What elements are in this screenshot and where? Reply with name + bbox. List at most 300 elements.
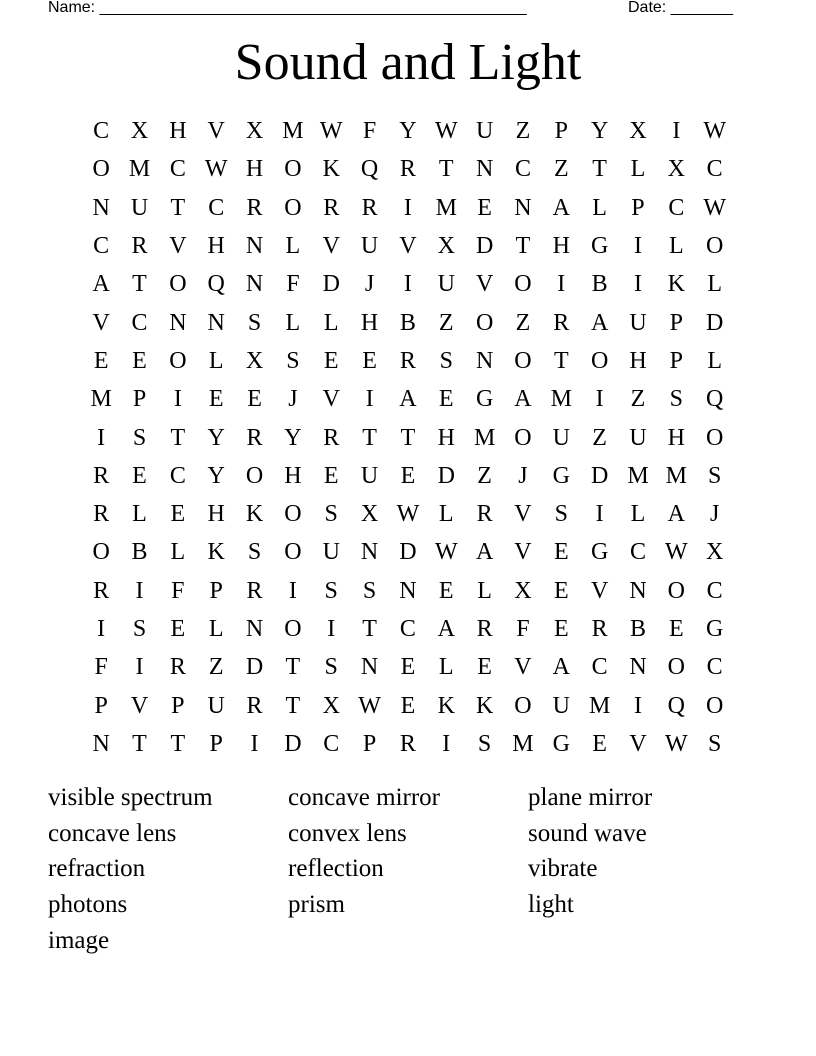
grid-letter[interactable]: L: [707, 271, 722, 298]
grid-letter[interactable]: D: [590, 462, 609, 489]
grid-letter[interactable]: O: [706, 233, 724, 260]
grid-letter[interactable]: K: [475, 692, 494, 719]
grid-letter[interactable]: V: [130, 692, 149, 719]
grid-letter[interactable]: L: [477, 577, 492, 604]
grid-letter[interactable]: A: [92, 271, 110, 298]
grid-letter[interactable]: T: [515, 233, 531, 260]
grid-letter[interactable]: N: [92, 730, 110, 757]
grid-letter[interactable]: A: [514, 386, 532, 413]
grid-letter[interactable]: U: [322, 539, 340, 566]
grid-letter[interactable]: N: [245, 616, 264, 642]
grid-letter[interactable]: A: [590, 309, 609, 336]
grid-letter[interactable]: D: [284, 730, 302, 757]
grid-letter[interactable]: Y: [207, 424, 225, 451]
grid-letter[interactable]: E: [553, 539, 569, 566]
grid-letter[interactable]: Y: [590, 118, 609, 145]
grid-letter[interactable]: L: [170, 539, 186, 566]
grid-letter[interactable]: V: [399, 233, 417, 260]
grid-letter[interactable]: T: [362, 424, 377, 451]
grid-letter[interactable]: R: [246, 424, 263, 451]
grid-letter[interactable]: U: [475, 118, 494, 145]
grid-letter[interactable]: H: [245, 156, 264, 183]
grid-letter[interactable]: P: [631, 194, 645, 221]
grid-letter[interactable]: T: [285, 692, 301, 719]
grid-letter[interactable]: V: [92, 309, 110, 336]
grid-letter[interactable]: J: [288, 386, 298, 413]
grid-letter[interactable]: S: [247, 539, 262, 566]
grid-letter[interactable]: V: [169, 233, 187, 260]
grid-letter[interactable]: V: [629, 730, 647, 757]
grid-letter[interactable]: N: [360, 539, 379, 566]
grid-letter[interactable]: E: [132, 347, 147, 374]
grid-letter[interactable]: Z: [553, 156, 569, 183]
grid-letter[interactable]: H: [284, 462, 302, 489]
grid-letter[interactable]: O: [667, 577, 685, 604]
grid-letter[interactable]: L: [707, 347, 722, 374]
grid-letter[interactable]: H: [207, 233, 225, 260]
grid-letter[interactable]: S: [324, 577, 338, 604]
grid-letter[interactable]: K: [667, 271, 685, 298]
grid-letter[interactable]: R: [93, 462, 110, 489]
grid-letter[interactable]: C: [668, 194, 685, 221]
grid-letter[interactable]: C: [629, 539, 646, 566]
grid-letter[interactable]: S: [707, 730, 722, 757]
grid-letter[interactable]: Y: [399, 118, 417, 145]
grid-letter[interactable]: Z: [515, 118, 531, 145]
grid-letter[interactable]: P: [171, 692, 185, 719]
grid-letter[interactable]: R: [476, 616, 493, 642]
grid-letter[interactable]: O: [92, 539, 110, 566]
grid-letter[interactable]: X: [360, 501, 379, 528]
grid-letter[interactable]: P: [669, 309, 683, 336]
grid-row: [82, 265, 734, 303]
grid-letter[interactable]: V: [322, 233, 340, 260]
grid-letter[interactable]: N: [514, 194, 532, 221]
grid-letter[interactable]: H: [207, 501, 225, 528]
grid-letter[interactable]: H: [667, 424, 685, 451]
grid-letter[interactable]: H: [169, 118, 187, 145]
grid-letter[interactable]: N: [245, 271, 264, 298]
grid-letter[interactable]: R: [93, 577, 110, 604]
grid-letter[interactable]: W: [358, 692, 381, 719]
grid-letter[interactable]: T: [362, 616, 377, 642]
grid-letter[interactable]: J: [518, 462, 528, 489]
grid-letter[interactable]: S: [324, 654, 338, 681]
grid-letter[interactable]: A: [552, 654, 570, 681]
grid-letter[interactable]: T: [170, 194, 186, 221]
grid-letter[interactable]: T: [592, 156, 607, 183]
grid-letter[interactable]: Z: [438, 309, 454, 336]
grid-letter[interactable]: X: [245, 118, 264, 145]
grid-letter[interactable]: N: [475, 347, 494, 374]
grid-letter[interactable]: S: [439, 347, 453, 374]
grid-letter[interactable]: E: [553, 577, 569, 604]
word-list-item: convex lens: [288, 819, 407, 847]
grid-letter[interactable]: S: [554, 501, 568, 528]
grid-letter[interactable]: R: [246, 194, 263, 221]
grid-letter[interactable]: U: [552, 424, 570, 451]
grid-row: [82, 572, 734, 610]
grid-letter[interactable]: X: [437, 233, 455, 260]
grid-letter[interactable]: E: [170, 501, 186, 528]
grid-letter[interactable]: X: [245, 347, 264, 374]
grid-letter[interactable]: H: [437, 424, 455, 451]
grid-letter[interactable]: W: [665, 730, 688, 757]
grid-letter[interactable]: A: [399, 386, 417, 413]
grid-letter[interactable]: R: [169, 654, 186, 681]
grid-letter[interactable]: I: [97, 616, 106, 642]
grid-letter[interactable]: E: [323, 347, 339, 374]
grid-letter[interactable]: E: [170, 616, 186, 642]
grid-letter[interactable]: D: [245, 654, 264, 681]
grid-letter[interactable]: E: [592, 730, 607, 757]
grid-letter[interactable]: T: [170, 730, 186, 757]
grid-letter[interactable]: N: [169, 309, 187, 336]
grid-letter[interactable]: T: [132, 271, 147, 298]
grid-letter[interactable]: F: [94, 654, 108, 681]
grid-letter[interactable]: O: [284, 194, 302, 221]
grid-letter[interactable]: U: [130, 194, 149, 221]
grid-letter[interactable]: M: [435, 194, 457, 221]
grid-letter[interactable]: C: [169, 156, 186, 183]
grid-letter[interactable]: P: [209, 730, 223, 757]
grid-letter[interactable]: T: [400, 424, 416, 451]
grid-letter[interactable]: B: [131, 539, 148, 566]
grid-letter[interactable]: W: [204, 156, 228, 183]
grid-letter[interactable]: E: [247, 386, 262, 413]
grid-letter[interactable]: O: [284, 501, 302, 528]
grid-letter[interactable]: O: [169, 271, 187, 298]
grid-letter[interactable]: O: [475, 309, 494, 336]
grid-letter[interactable]: H: [552, 233, 570, 260]
grid-letter[interactable]: K: [245, 501, 264, 528]
grid-letter[interactable]: V: [514, 501, 532, 528]
grid-letter[interactable]: J: [364, 271, 375, 298]
grid-letter[interactable]: E: [93, 347, 109, 374]
grid-letter[interactable]: C: [93, 233, 110, 260]
grid-letter[interactable]: C: [706, 654, 723, 681]
grid-letter[interactable]: C: [208, 194, 225, 221]
grid-letter[interactable]: R: [361, 194, 378, 221]
grid-letter[interactable]: X: [706, 539, 724, 566]
grid-letter[interactable]: K: [322, 156, 340, 183]
grid-letter[interactable]: F: [516, 616, 530, 642]
grid-letter[interactable]: E: [362, 347, 377, 374]
grid-letter[interactable]: G: [552, 462, 570, 489]
grid-letter[interactable]: D: [322, 271, 340, 298]
grid-letter[interactable]: H: [360, 309, 379, 336]
grid-letter[interactable]: U: [437, 271, 455, 298]
grid-letter[interactable]: O: [245, 462, 264, 489]
grid-letter[interactable]: O: [92, 156, 110, 183]
grid-letter[interactable]: Z: [630, 386, 646, 413]
grid-letter[interactable]: Z: [515, 309, 531, 336]
grid-letter[interactable]: Y: [207, 462, 225, 489]
grid-letter[interactable]: O: [284, 616, 302, 642]
grid-letter[interactable]: I: [633, 692, 642, 719]
grid-letter[interactable]: L: [132, 501, 147, 528]
grid-letter[interactable]: O: [284, 156, 302, 183]
grid-letter[interactable]: W: [665, 539, 688, 566]
grid-letter[interactable]: V: [514, 539, 532, 566]
grid-letter[interactable]: R: [553, 309, 570, 336]
grid-letter[interactable]: A: [475, 539, 494, 566]
grid-letter[interactable]: L: [285, 233, 301, 260]
grid-letter[interactable]: P: [209, 577, 223, 604]
grid-letter[interactable]: Q: [667, 692, 685, 719]
grid-letter[interactable]: R: [476, 501, 493, 528]
grid-letter[interactable]: I: [403, 271, 412, 298]
grid-letter[interactable]: L: [323, 309, 339, 336]
grid-letter[interactable]: D: [706, 309, 724, 336]
grid-letter[interactable]: F: [362, 118, 377, 145]
grid-letter[interactable]: I: [403, 194, 412, 221]
grid-row: [82, 495, 734, 533]
grid-letter[interactable]: C: [169, 462, 186, 489]
grid-letter[interactable]: I: [672, 118, 681, 145]
grid-row: [82, 150, 734, 188]
grid-letter[interactable]: C: [706, 577, 723, 604]
grid-letter[interactable]: M: [627, 462, 649, 489]
grid-letter[interactable]: N: [475, 156, 494, 183]
grid-letter[interactable]: I: [135, 577, 144, 604]
grid-letter[interactable]: I: [250, 730, 259, 757]
grid-letter[interactable]: S: [132, 424, 147, 451]
grid-letter[interactable]: Y: [284, 424, 302, 451]
grid-letter[interactable]: N: [245, 233, 264, 260]
grid-letter[interactable]: G: [706, 616, 724, 642]
grid-letter[interactable]: C: [514, 156, 531, 183]
grid-letter[interactable]: R: [399, 347, 416, 374]
grid-letter[interactable]: R: [591, 616, 608, 642]
grid-letter[interactable]: W: [703, 118, 726, 145]
grid-letter[interactable]: U: [360, 462, 379, 489]
grid-letter[interactable]: W: [434, 539, 458, 566]
grid-row: [82, 457, 734, 495]
grid-letter[interactable]: P: [362, 730, 377, 757]
grid-letter[interactable]: N: [399, 577, 417, 604]
grid-letter[interactable]: I: [288, 577, 297, 604]
grid-letter[interactable]: B: [399, 309, 416, 336]
grid-letter[interactable]: P: [132, 386, 147, 413]
grid-letter[interactable]: I: [173, 386, 182, 413]
grid-letter[interactable]: O: [514, 424, 532, 451]
grid-letter[interactable]: O: [514, 347, 532, 374]
grid-letter[interactable]: C: [706, 156, 723, 183]
grid-letter[interactable]: T: [132, 730, 147, 757]
grid-letter[interactable]: E: [477, 194, 492, 221]
grid-letter[interactable]: M: [588, 692, 611, 719]
grid-letter[interactable]: Z: [592, 424, 607, 451]
grid-letter[interactable]: X: [667, 156, 685, 183]
grid-letter[interactable]: Q: [360, 156, 379, 183]
grid-letter[interactable]: L: [592, 194, 607, 221]
grid-row: [82, 303, 734, 341]
grid-letter[interactable]: C: [131, 309, 148, 336]
grid-letter[interactable]: S: [669, 386, 683, 413]
grid-letter[interactable]: R: [323, 424, 340, 451]
grid-letter[interactable]: V: [514, 654, 532, 681]
grid-letter[interactable]: D: [399, 539, 417, 566]
grid-letter[interactable]: T: [285, 654, 301, 681]
grid-letter[interactable]: S: [247, 309, 262, 336]
grid-letter[interactable]: I: [633, 233, 642, 260]
grid-letter[interactable]: S: [707, 462, 722, 489]
grid-letter[interactable]: C: [591, 654, 608, 681]
grid-letter[interactable]: K: [437, 692, 455, 719]
grid-letter[interactable]: O: [514, 692, 532, 719]
grid-letter[interactable]: M: [512, 730, 534, 757]
grid-letter[interactable]: E: [438, 577, 454, 604]
grid-letter[interactable]: Z: [477, 462, 492, 489]
grid-letter[interactable]: H: [629, 347, 647, 374]
grid-letter[interactable]: R: [246, 577, 263, 604]
grid-letter[interactable]: D: [475, 233, 494, 260]
grid-letter[interactable]: L: [438, 501, 454, 528]
grid-letter[interactable]: A: [552, 194, 570, 221]
grid-letter[interactable]: M: [665, 462, 687, 489]
grid-letter[interactable]: L: [438, 654, 454, 681]
grid-letter[interactable]: L: [285, 309, 301, 336]
grid-letter[interactable]: F: [171, 577, 185, 604]
grid-letter[interactable]: P: [669, 347, 683, 374]
grid-letter[interactable]: T: [438, 156, 454, 183]
grid-letter[interactable]: I: [442, 730, 451, 757]
grid-letter[interactable]: C: [93, 118, 110, 145]
grid-row: [82, 227, 734, 265]
grid-letter[interactable]: V: [590, 577, 609, 604]
grid-letter[interactable]: I: [365, 386, 374, 413]
grid-letter[interactable]: I: [97, 424, 106, 451]
grid-letter[interactable]: R: [246, 692, 263, 719]
grid-letter[interactable]: B: [591, 271, 608, 298]
grid-letter[interactable]: E: [400, 692, 416, 719]
grid-letter[interactable]: R: [323, 194, 340, 221]
grid-letter[interactable]: I: [135, 654, 144, 681]
grid-letter[interactable]: X: [629, 118, 647, 145]
grid-letter[interactable]: E: [668, 616, 684, 642]
grid-letter[interactable]: U: [360, 233, 379, 260]
grid-letter[interactable]: G: [590, 539, 609, 566]
grid-letter[interactable]: Z: [208, 654, 224, 681]
grid-letter[interactable]: F: [286, 271, 300, 298]
grid-letter[interactable]: B: [629, 616, 646, 642]
grid-letter[interactable]: C: [323, 730, 340, 757]
grid-letter[interactable]: W: [434, 118, 458, 145]
grid-letter[interactable]: L: [630, 501, 646, 528]
grid-letter[interactable]: X: [322, 692, 340, 719]
grid-row: [82, 725, 734, 763]
grid-letter[interactable]: C: [399, 616, 416, 642]
grid-letter[interactable]: X: [514, 577, 532, 604]
grid-letter[interactable]: P: [554, 118, 568, 145]
grid-letter[interactable]: N: [629, 577, 647, 604]
letter-grid: [82, 112, 734, 763]
grid-letter[interactable]: R: [131, 233, 148, 260]
grid-letter[interactable]: K: [207, 539, 225, 566]
grid-letter[interactable]: U: [552, 692, 570, 719]
grid-letter[interactable]: N: [360, 654, 379, 681]
grid-letter[interactable]: I: [633, 271, 642, 298]
grid-letter[interactable]: E: [438, 386, 454, 413]
grid-letter[interactable]: M: [550, 386, 572, 413]
grid-letter[interactable]: I: [327, 616, 336, 642]
grid-letter[interactable]: E: [477, 654, 492, 681]
grid-letter[interactable]: O: [590, 347, 609, 374]
grid-letter[interactable]: W: [703, 194, 726, 221]
grid-letter[interactable]: E: [553, 616, 569, 642]
grid-letter[interactable]: E: [208, 386, 224, 413]
grid-letter[interactable]: M: [90, 386, 112, 413]
grid-letter[interactable]: I: [595, 501, 604, 528]
grid-letter[interactable]: S: [477, 730, 492, 757]
grid-letter[interactable]: L: [668, 233, 684, 260]
grid-letter[interactable]: V: [475, 271, 494, 298]
grid-letter[interactable]: U: [207, 692, 225, 719]
grid-letter[interactable]: I: [595, 386, 604, 413]
grid-letter[interactable]: O: [706, 424, 724, 451]
grid-letter[interactable]: E: [323, 462, 339, 489]
grid-letter[interactable]: P: [94, 692, 108, 719]
grid-letter[interactable]: S: [362, 577, 377, 604]
grid-letter[interactable]: J: [710, 501, 720, 528]
grid-letter[interactable]: A: [437, 616, 455, 642]
grid-letter[interactable]: L: [208, 347, 224, 374]
grid-row: [82, 112, 734, 150]
grid-letter[interactable]: O: [169, 347, 187, 374]
grid-letter[interactable]: Q: [706, 386, 724, 413]
grid-letter[interactable]: G: [552, 730, 570, 757]
grid-letter[interactable]: N: [629, 654, 647, 681]
grid-letter[interactable]: N: [92, 194, 110, 221]
grid-letter[interactable]: Q: [207, 271, 225, 298]
grid-letter[interactable]: O: [514, 271, 532, 298]
grid-letter[interactable]: E: [400, 462, 416, 489]
grid-letter[interactable]: G: [590, 233, 609, 260]
grid-letter[interactable]: W: [396, 501, 420, 528]
grid-letter[interactable]: O: [667, 654, 685, 681]
grid-letter[interactable]: M: [473, 424, 496, 451]
grid-letter[interactable]: O: [706, 692, 724, 719]
grid-letter[interactable]: V: [207, 118, 225, 145]
grid-letter[interactable]: R: [399, 156, 416, 183]
grid-letter[interactable]: W: [319, 118, 343, 145]
grid-letter[interactable]: U: [629, 309, 647, 336]
grid-letter[interactable]: A: [667, 501, 685, 528]
grid-letter[interactable]: N: [207, 309, 225, 336]
grid-letter[interactable]: R: [93, 501, 110, 528]
grid-letter[interactable]: O: [284, 539, 302, 566]
grid-letter[interactable]: M: [128, 156, 151, 183]
grid-letter[interactable]: S: [324, 501, 338, 528]
grid-letter[interactable]: S: [286, 347, 300, 374]
grid-letter[interactable]: V: [322, 386, 340, 413]
grid-letter[interactable]: G: [475, 386, 494, 413]
grid-letter[interactable]: T: [170, 424, 186, 451]
grid-letter[interactable]: R: [399, 730, 416, 757]
grid-letter[interactable]: E: [132, 462, 147, 489]
grid-letter[interactable]: I: [557, 271, 566, 298]
grid-letter[interactable]: L: [208, 616, 224, 642]
grid-letter[interactable]: T: [553, 347, 569, 374]
grid-letter[interactable]: S: [132, 616, 147, 642]
grid-letter[interactable]: X: [130, 118, 149, 145]
grid-letter[interactable]: D: [437, 462, 455, 489]
grid-letter[interactable]: E: [400, 654, 416, 681]
grid-letter[interactable]: U: [629, 424, 647, 451]
grid-letter[interactable]: M: [282, 118, 304, 145]
grid-letter[interactable]: L: [630, 156, 646, 183]
